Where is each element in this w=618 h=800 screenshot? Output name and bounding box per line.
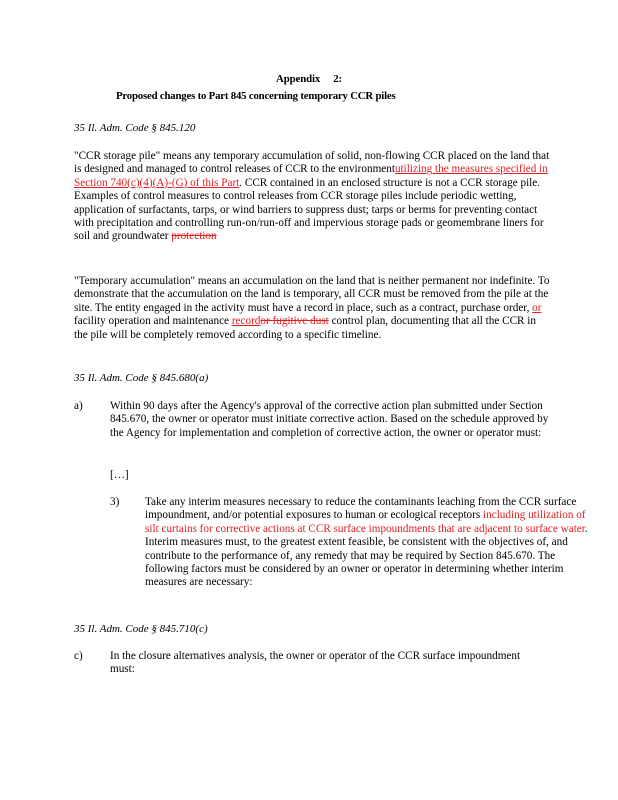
- text-run: "CCR storage pile" means any temporary accumulation of solid, non-flowing CCR placed on the land that is designed and managed to control releases of CCR to the environment: [74, 150, 550, 176]
- page-title: Appendix 2:: [276, 73, 342, 85]
- deleted-text: protection: [171, 230, 217, 243]
- paragraph-text: [74, 150, 550, 244]
- inserted-text: record: [231, 315, 261, 328]
- item-3-text: [145, 496, 595, 590]
- item-c-text: In the closure alternatives analysis, the owner or operator of the CCR surface impoundment must:: [110, 650, 521, 676]
- definition-ccr-storage-pile: [74, 150, 550, 244]
- inserted-text: or: [532, 301, 542, 314]
- text-run: control plan, documenting that all the CCR in the pile will be completely removed according to a specific timeline.: [74, 315, 537, 341]
- citation-845-120: 35 Il. Adm. Code § 845.120: [74, 122, 196, 134]
- definition-temporary-accumulation: [74, 275, 550, 342]
- text-run: facility operation and maintenance: [74, 315, 232, 328]
- text-run: . Interim measures must, to the greatest extent feasible, be consistent with the objectives of, and contribute to the performance of, any remedy that may be required by Section 845.670. The following factors must be considered by an owner or operator in determining whether interim measures are necessary:: [145, 522, 588, 589]
- ellipsis: […]: [110, 469, 129, 481]
- text-run: "Temporary accumulation" means an accumulation on the land that is neither permanent nor indefinite. To demonstrate that the accumulation on the land is temporary, all CCR must be removed from the pile at the site. The entity engaged in the activity must have a record in place, such as a contract, purchase order,: [74, 275, 550, 314]
- inserted-text: including utilization of silt curtains for corrective actions at CCR surface impoundments that are adjacent to surface water: [145, 509, 586, 535]
- item-a-text: Within 90 days after the Agency's approval of the corrective action plan submitted under Section 845.670, the owner or operator must initiate corrective action. Based on the schedule approved by the Agency for implementation and completion of corrective action, the owner or operator must:: [110, 400, 549, 439]
- citation-845-710c: 35 Il. Adm. Code § 845.710(c): [74, 623, 208, 635]
- inserted-text: utilizing the measures specified in Section 740(c)(4)(A)-(G) of this Part: [74, 163, 548, 189]
- item-label-a: a): [74, 400, 83, 412]
- page-subtitle: Proposed changes to Part 845 concerning temporary CCR piles: [116, 90, 396, 102]
- citation-845-680a: 35 Il. Adm. Code § 845.680(a): [74, 372, 209, 384]
- text-run: Take any interim measures necessary to reduce the contaminants leaching from the CCR surface impoundment, and/or potential exposures to human or ecological receptors: [145, 496, 577, 522]
- text-run: . CCR contained in an enclosed structure is not a CCR storage pile. Examples of control measures to control releases from CCR storage piles include periodic wetting, application of surfactants, tarps, or wind barriers to suppress dust; tarps or berms for preventing contact with precipitation and controlling run-on/run-off and impervious storage pads or geomembrane liners for soil and groundwater: [74, 176, 544, 243]
- item-label-3: 3): [110, 496, 120, 508]
- item-label-c: c): [74, 650, 83, 662]
- paragraph-text: [74, 275, 550, 342]
- deleted-text: or fugitive dust: [260, 315, 329, 328]
